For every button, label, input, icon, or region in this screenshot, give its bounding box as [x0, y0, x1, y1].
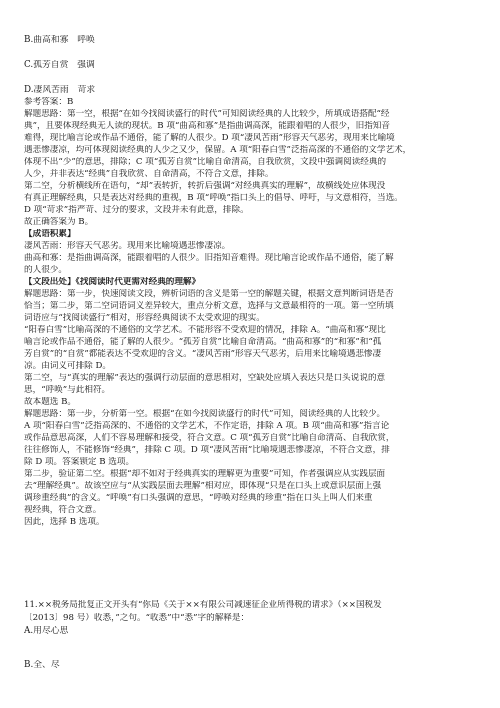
option-d: D.凄风苦雨 苛求	[24, 85, 96, 95]
option-b: B.全、尽	[24, 660, 60, 670]
method-line: “阳春白雪”比喻高深的不通俗的文学艺术。不能形容不受欢迎的情况，排除 A。“曲高和寡”现比	[24, 325, 386, 335]
method-line: 解题思路：第一步，快速阅读文段，辨析词语的含义是第一空的解题关键，根据文意判断词语是否	[24, 289, 394, 299]
source-heading: 【文段出处】《找阅读时代更需对经典的理解》	[24, 277, 201, 287]
question-11-stem: 〔2013〕98 号）收悉，”之句。“收悉”中“悉”字的解释是：	[24, 613, 250, 623]
method-line: 恰当；第二步，第二空词语词义差异较大，重点分析文意，选择与文意最相符的一项。第一空所填	[24, 301, 394, 311]
method-line: 思，“呼唤”与此相符。	[24, 385, 111, 395]
analysis-line: 人少，并非表达“经典”自我欣赏、自命清高，不符合文意，排除。	[24, 169, 274, 179]
analysis-line: D 项“苛求”指严苛、过分的要求，文段并未有此意，排除。	[24, 205, 249, 215]
option-b: B.曲高和寡 呼唤	[24, 35, 95, 45]
method-line: 除 D 项。答案锁定 B 选项。	[24, 457, 135, 467]
method-line: 因此，选择 B 选项。	[24, 517, 105, 527]
method-line: 词语应与“找阅读盛行”相对，形容经典阅读不太受欢迎的现实。	[24, 313, 265, 323]
method-line: 凉。由词义可排除 D。	[24, 361, 111, 371]
analysis-line: 遇悲惨凄凉，均可体现阅读经典的人少之又少，保留。A 项“阳春白雪”泛指高深的不通俗的文学艺术，	[24, 145, 412, 155]
analysis-line: 故正确答案为 B。	[24, 217, 94, 227]
method-line: 视经典，符合文意。	[24, 505, 102, 515]
method-line: 故本题选 B。	[24, 397, 77, 407]
analysis-line: 解题思路：第一空，根据“在如今找阅读盛行的时代”可知阅读经典的人比较少，所填成语搭配“经	[24, 109, 390, 119]
method-line: 解题思路：第一步，分析第一空。根据“在如今找阅读盛行的时代”可知，阅读经典的人比较少。	[24, 409, 386, 419]
analysis-line: 典”，且要体现经典无人读的现状。B 项“曲高和寡”是指曲调高深，能跟着唱的人很少，旧指知音	[24, 121, 390, 131]
method-line: 或作品意思高深，人们不容易理解和接受，符合文意。C 项“孤芳自赏”比喻自命清高、自我欣赏，	[24, 433, 395, 443]
analysis-line: 有真正理解经典，只是表达对经典的重视，B 项“呼唤”指口头上的倡导、呼吁，与文意相符，当选。	[24, 193, 403, 203]
option-a: A.用尽心思	[24, 626, 69, 636]
method-line: 去“理解经典”。故该空应与“从实践层面去理解”相对应，即体现“只是在口头上或意识层面上强	[24, 481, 382, 491]
method-line: 调珍重经典”的含义。“呼唤”有口头强调的意思，“呼唤对经典的珍重”指在口头上叫人们来重	[24, 493, 373, 503]
chengyu-line: 凄风苦雨：形容天气恶劣。现用来比喻境遇悲惨凄凉。	[24, 241, 231, 251]
option-c: C.孤芳自赏 强调	[24, 60, 95, 70]
question-11-stem: 11.××税务局批复正文开头有“你局《关于××有限公司减速征企业所得税的请求》（××国税发	[24, 600, 382, 610]
analysis-line: 体现不出“少”的意思，排除；C 项“孤芳自赏”比喻自命清高，自我欣赏，文段中强调阅读经典的	[24, 157, 387, 167]
chengyu-heading: 【成语积累】	[24, 229, 76, 239]
method-line: A 项“阳春白雪”泛指高深的、不通俗的文学艺术，不作定语，排除 A 项。B 项“曲高和寡”指言论	[24, 421, 390, 431]
chengyu-line: 的人很少。	[24, 265, 67, 275]
method-line: 喻言论或作品不通俗，能了解的人很少。“孤芳自赏”比喻自命清高。“曲高和寡”的“和寡”和“孤	[24, 337, 382, 347]
analysis-line: 第二空，分析横线所在语句，“却”表转折，转折后强调“对经典真实的理解”，故横线处应体现没	[24, 181, 386, 191]
method-line: 往往修饰人，不能修饰“经典”，排除 C 项。D 项“凄风苦雨”比喻境遇悲惨凄凉，不符合文意，排	[24, 445, 390, 455]
method-line: 第二空，与“真实的理解”表达的强调行动层面的意思相对，空缺处应填入表达只是口头说说的意	[24, 373, 386, 383]
analysis-line: 难得，现比喻言论或作品不通俗，能了解的人很少。D 项“凄风苦雨”形容天气恶劣，现用来比喻境	[24, 133, 395, 143]
chengyu-line: 曲高和寡：是指曲调高深，能跟着唱的人很少。旧指知音难得。现比喻言论或作品不通俗，能了解	[24, 253, 394, 263]
answer-label: 参考答案：B	[24, 97, 74, 107]
method-line: 芳自赏”的“自赏”都能表达不受欢迎的含义。“凄风苦雨”形容天气恶劣，后用来比喻境遇悲惨凄	[24, 349, 382, 359]
method-line: 第二步，验证第二空。根据“却不如对于经典真实的理解更为重要”可知，作者强调应从实践层面	[24, 469, 386, 479]
